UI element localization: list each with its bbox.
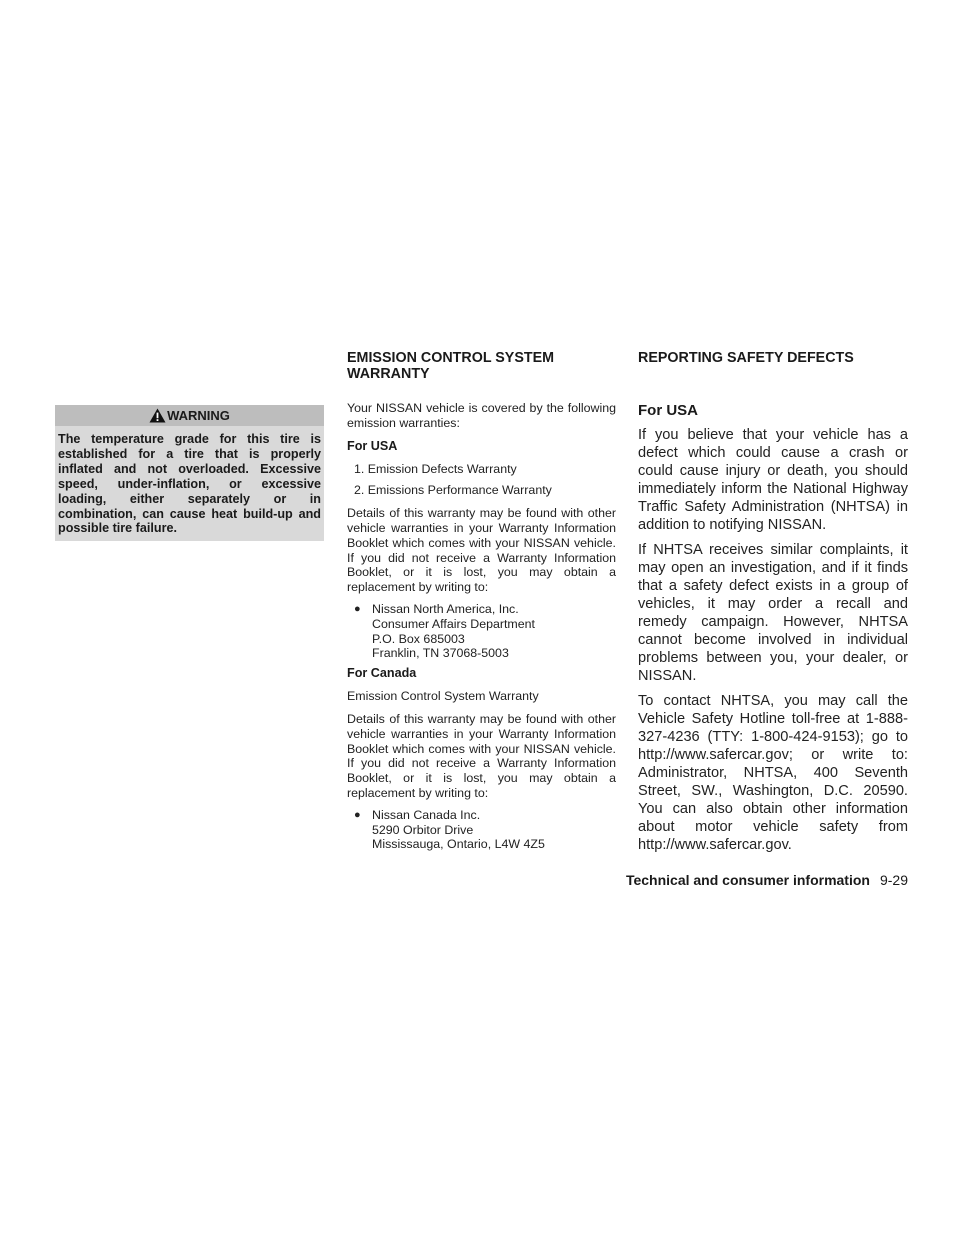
address-line: Nissan North America, Inc. bbox=[372, 601, 519, 616]
page-footer bbox=[626, 872, 908, 888]
address-line: P.O. Box 685003 bbox=[372, 631, 465, 646]
page-number: 9-29 bbox=[879, 872, 908, 888]
canada-address bbox=[347, 808, 616, 852]
reporting-safety-section bbox=[638, 350, 908, 854]
emission-heading: EMISSION CONTROL SYSTEM WARRANTY bbox=[347, 350, 555, 382]
reporting-paragraph: To contact NHTSA, you may call the Vehicle Safety Hotline toll-free at 1-888-327-4236 (TTY: 1-800-424-9153); go to http://www.safercar.gov; or write to: Administrator, NHTSA, 400 Seventh Street, SW., Washington, D.C. 20590. You can also obtain other information about motor vehicle safety from http://www.safercar.gov. bbox=[638, 693, 908, 853]
reporting-paragraph: If you believe that your vehicle has a defect which could cause a crash or could cause injury or death, you should immediately inform the National Highway Traffic Safety Administration (NHTSA) in addition to notifying NISSAN. bbox=[638, 427, 908, 533]
footer-section-title: Technical and consumer information bbox=[625, 872, 870, 888]
address-line: Mississauga, Ontario, L4W 4Z5 bbox=[372, 837, 545, 852]
usa-address bbox=[347, 602, 616, 661]
warning-box bbox=[55, 405, 324, 541]
emission-intro: Your NISSAN vehicle is covered by the following emission warranties: bbox=[347, 401, 616, 430]
list-item: 2. Emissions Performance Warranty bbox=[354, 483, 552, 498]
address-line: Nissan Canada Inc. bbox=[372, 807, 481, 822]
canada-warranty-name: Emission Control System Warranty bbox=[347, 689, 539, 704]
usa-subheading: For USA bbox=[347, 438, 398, 453]
bullet-icon: ● bbox=[354, 808, 361, 821]
usa-warranty-list bbox=[347, 462, 616, 499]
warning-column bbox=[55, 405, 324, 541]
address-line: Franklin, TN 37068-5003 bbox=[372, 646, 509, 661]
warning-text: The temperature grade for this tire is established for a tire that is properly inflated and not overloaded. Excessive speed, under-inflation, or excessive loading, either separately or in combination, can cause heat build-up and possible tire failure. bbox=[58, 432, 321, 536]
reporting-paragraph: If NHTSA receives similar complaints, it may open an investigation, and if it finds that a safety defect exists in a group of vehicles, it may order a recall and remedy campaign. However, NHTSA cannot become involved in individual problems between you, your dealer, or NISSAN. bbox=[638, 542, 908, 684]
canada-details: Details of this warranty may be found with other vehicle warranties in your Warranty Information Booklet which comes with your NISSAN vehicle. If you did not receive a Warranty Information Booklet, or it is lost, you may obtain a replacement by writing to: bbox=[347, 711, 616, 800]
address-line: Consumer Affairs Department bbox=[372, 616, 535, 631]
canada-subheading: For Canada bbox=[347, 666, 417, 681]
usa-details: Details of this warranty may be found with other vehicle warranties in your Warranty Information Booklet which comes with your NISSAN vehicle. If you did not receive a Warranty Information Booklet, or it is lost, you may obtain a replacement by writing to: bbox=[347, 506, 616, 595]
list-item: 1. Emission Defects Warranty bbox=[354, 461, 517, 476]
warning-header bbox=[55, 405, 324, 426]
reporting-subheading: For USA bbox=[638, 402, 698, 419]
address-block bbox=[372, 602, 535, 661]
address-line: 5290 Orbitor Drive bbox=[372, 822, 474, 837]
bullet-icon: ● bbox=[354, 602, 361, 615]
address-block bbox=[372, 808, 545, 852]
warning-label: WARNING bbox=[167, 408, 230, 423]
warning-triangle-icon bbox=[149, 408, 166, 423]
reporting-heading: REPORTING SAFETY DEFECTS bbox=[638, 350, 854, 366]
emission-warranty-section bbox=[347, 350, 616, 852]
